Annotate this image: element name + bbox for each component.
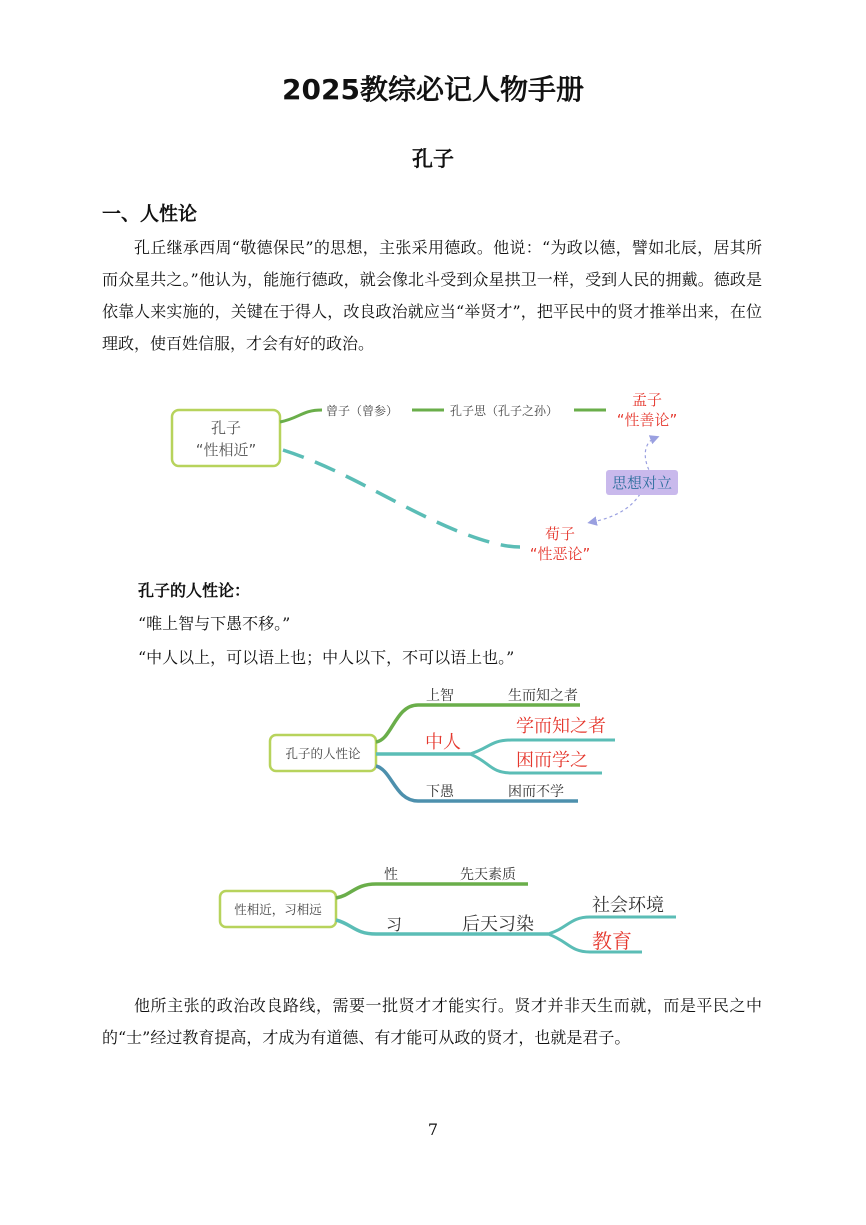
branch-line-upper xyxy=(280,410,322,422)
xunzi-node: 荀子 xyxy=(544,525,576,543)
page-title: 2025教综必记人物手册 xyxy=(282,73,584,106)
middle-desc-2: 困而学之 xyxy=(516,750,588,771)
habit-center-label: 性相近，习相远 xyxy=(234,902,322,917)
paragraph-conclusion: 他所主张的政治改良路线，需要一批贤才才能实行。贤才并非天生而就，而是平民之中的“士”经过教育提高，才成为有道德、有才能可从政的贤才，也就是君子。 xyxy=(102,996,762,1047)
environment-node: 社会环境 xyxy=(592,895,664,916)
paragraph-intro: 孔丘继承西周“敬德保民”的思想，主张采用德政。他说：“为政以德，譬如北辰，居其所而众星共之。”他认为，能施行德政，就会像北斗受到众星拱卫一样，受到人民的拥戴。德政是依靠人来实施的，关键在于得人，改良政治就应当“举贤才”，把平民中的贤才推举出来，在位理政，使百姓信服，才会有好的政治。 xyxy=(102,238,762,353)
quote-1: “唯上智与下愚不移。” xyxy=(138,614,291,633)
lower-desc: 困而不学 xyxy=(508,784,564,800)
subheading-theory: 孔子的人性论： xyxy=(138,581,251,600)
confucius-theory-label: “性相近” xyxy=(195,441,257,459)
mencius-theory: “性善论” xyxy=(616,411,678,429)
nature-desc: 先天素质 xyxy=(460,867,516,883)
habit-desc: 后天习染 xyxy=(462,914,534,935)
lower-node: 下愚 xyxy=(426,784,454,800)
opposition-arrow-down xyxy=(592,494,640,522)
education-node: 教育 xyxy=(592,929,632,953)
quote-2: “中人以上，可以语上也；中人以下，不可以语上也。” xyxy=(138,648,515,667)
theory-center-label: 孔子的人性论 xyxy=(285,746,361,761)
nature-branch-line xyxy=(336,884,528,898)
xunzi-theory: “性恶论” xyxy=(529,545,591,563)
zengzi-node: 曾子（曾参） xyxy=(326,404,399,418)
zisi-node: 孔子思（孔子之孙） xyxy=(450,404,559,418)
confucius-label: 孔子 xyxy=(210,419,242,437)
person-name: 孔子 xyxy=(412,147,454,171)
habit-node: 习 xyxy=(386,915,403,934)
upper-node: 上智 xyxy=(426,688,454,704)
middle-desc-1: 学而知之者 xyxy=(516,716,606,737)
nature-node: 性 xyxy=(384,867,398,883)
section-heading: 一、人性论 xyxy=(102,203,198,225)
mencius-node: 孟子 xyxy=(631,391,663,409)
branch-line-dashed xyxy=(283,450,520,547)
middle-node: 中人 xyxy=(425,732,461,753)
upper-desc: 生而知之者 xyxy=(508,688,578,704)
opposition-label: 思想对立 xyxy=(611,474,673,492)
page-number: 7 xyxy=(427,1120,439,1139)
